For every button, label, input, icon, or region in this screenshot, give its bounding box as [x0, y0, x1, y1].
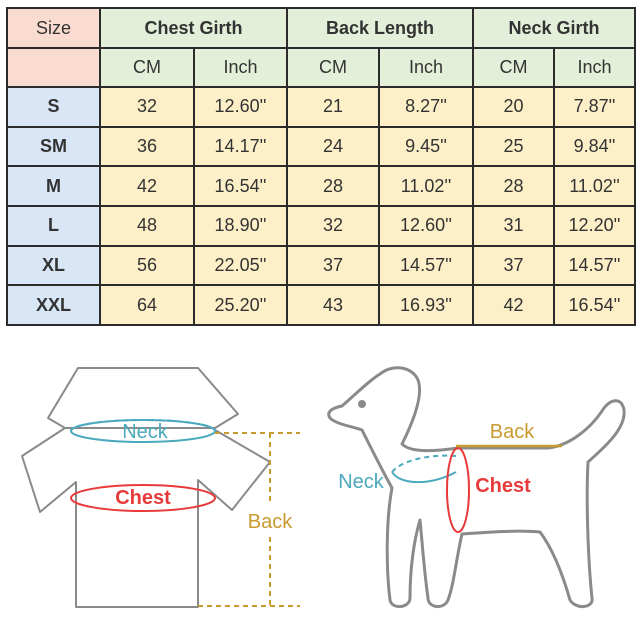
table-cell: 9.45'' — [379, 127, 473, 167]
table-cell: 14.57'' — [379, 246, 473, 286]
table-cell: 11.02'' — [554, 166, 635, 206]
table-cell: 28 — [473, 166, 554, 206]
size-label: XL — [7, 246, 100, 286]
unit-header: Inch — [379, 48, 473, 87]
table-cell: 64 — [100, 285, 194, 325]
size-chart-table — [6, 7, 636, 326]
table-cell: 25 — [473, 127, 554, 167]
dog-back-label: Back — [489, 421, 535, 443]
table-cell: 31 — [473, 206, 554, 246]
table-cell: 48 — [100, 206, 194, 246]
table-cell: 12.20'' — [554, 206, 635, 246]
table-cell: 7.87'' — [554, 87, 635, 127]
size-header-blank — [7, 48, 100, 87]
size-label: L — [7, 206, 100, 246]
table-row — [7, 285, 635, 325]
shirt-back-label: Back — [247, 511, 293, 533]
table-row — [7, 166, 635, 206]
size-header: Size — [7, 8, 100, 48]
chest-girth-header: Chest Girth — [100, 8, 287, 48]
table-cell: 11.02'' — [379, 166, 473, 206]
table-cell: 43 — [287, 285, 379, 325]
table-cell: 8.27'' — [379, 87, 473, 127]
unit-header: Inch — [554, 48, 635, 87]
table-cell: 14.57'' — [554, 246, 635, 286]
table-cell: 16.54'' — [554, 285, 635, 325]
table-cell: 9.84'' — [554, 127, 635, 167]
table-cell: 36 — [100, 127, 194, 167]
table-row — [7, 127, 635, 167]
table-cell: 20 — [473, 87, 554, 127]
unit-header: CM — [287, 48, 379, 87]
size-label: S — [7, 87, 100, 127]
dog-chest-label: Chest — [475, 475, 531, 497]
table-row — [7, 246, 635, 286]
table-cell: 16.54'' — [194, 166, 287, 206]
table-cell: 28 — [287, 166, 379, 206]
table-cell: 56 — [100, 246, 194, 286]
table-cell: 16.93'' — [379, 285, 473, 325]
table-row — [7, 206, 635, 246]
table-cell: 37 — [473, 246, 554, 286]
unit-header: CM — [473, 48, 554, 87]
shirt-neck-label: Neck — [122, 421, 168, 443]
neck-girth-header: Neck Girth — [473, 8, 635, 48]
shirt-body — [22, 428, 270, 607]
table-cell: 25.20'' — [194, 285, 287, 325]
back-length-header: Back Length — [287, 8, 473, 48]
shirt-chest-label: Chest — [115, 487, 171, 509]
table-cell: 12.60'' — [379, 206, 473, 246]
dog-neck-label: Neck — [338, 471, 384, 493]
measurement-diagram — [0, 340, 640, 640]
size-label: M — [7, 166, 100, 206]
table-cell: 18.90'' — [194, 206, 287, 246]
table-cell: 37 — [287, 246, 379, 286]
table-cell: 14.17'' — [194, 127, 287, 167]
table-cell: 21 — [287, 87, 379, 127]
table-cell: 24 — [287, 127, 379, 167]
table-cell: 42 — [100, 166, 194, 206]
table-cell: 42 — [473, 285, 554, 325]
table-row — [7, 87, 635, 127]
table-cell: 32 — [100, 87, 194, 127]
dog-eye-icon — [358, 400, 366, 408]
size-label: XXL — [7, 285, 100, 325]
table-cell: 32 — [287, 206, 379, 246]
unit-header: CM — [100, 48, 194, 87]
table-cell: 22.05'' — [194, 246, 287, 286]
size-label: SM — [7, 127, 100, 167]
unit-header: Inch — [194, 48, 287, 87]
table-cell: 12.60'' — [194, 87, 287, 127]
